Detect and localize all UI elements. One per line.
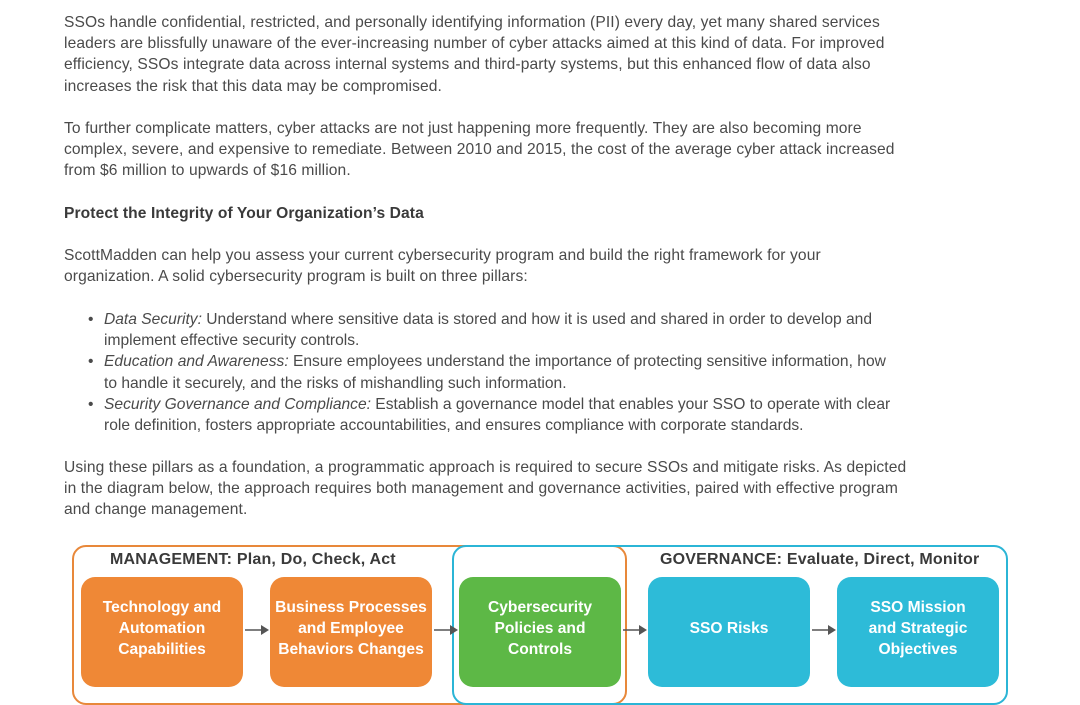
section-heading: Protect the Integrity of Your Organization’s Data xyxy=(64,205,424,222)
bullet-marker: • xyxy=(88,311,94,328)
pillar-term: Security Governance and Compliance: xyxy=(104,395,371,413)
cybersecurity-approach-diagram xyxy=(72,543,1008,683)
box-business-processes: Business Processes and Employee Behaviors Changes xyxy=(270,577,432,687)
paragraph-complications: To further complicate matters, cyber attacks are not just happening more frequently. They are also becoming more complex, severe, and expensive to remediate. Between 2010 and 2015, the cost of the average cyber attack increased from $6 million to upwards of $16 million. xyxy=(64,120,895,180)
arrow-right-icon xyxy=(434,623,458,637)
box-sso-mission: SSO Mission and Strategic Objectives xyxy=(837,577,999,687)
bullet-marker: • xyxy=(88,353,94,371)
arrow-right-icon xyxy=(245,623,269,637)
pillars-list xyxy=(64,309,1024,436)
list-item: • Security Governance and Compliance: Establish a governance model that enables your SSO to operate with clear role definition, fosters appropriate accountabilities, and ensures compliance with corporate standards. xyxy=(88,395,891,435)
arrow-right-icon xyxy=(812,623,836,637)
paragraph-intro: SSOs handle confidential, restricted, and personally identifying information (PII) every day, yet many shared services leaders are blissfully unaware of the ever-increasing number of cyber attacks aimed at this kind of data. For improved efficiency, SSOs integrate data across internal systems and third-party systems, but this enhanced flow of data also increases the risk that this data may be compromised. xyxy=(64,14,885,95)
governance-label: GOVERNANCE: Evaluate, Direct, Monitor xyxy=(660,551,980,568)
list-item: • Education and Awareness: Ensure employees understand the importance of protecting sensitive information, how to handle it securely, and the risks of mishandling such information. xyxy=(88,353,886,392)
arrow-right-icon xyxy=(623,623,647,637)
management-label: MANAGEMENT: Plan, Do, Check, Act xyxy=(110,551,396,568)
paragraph-pillars-intro: ScottMadden can help you assess your current cybersecurity program and build the right framework for your organization. A solid cybersecurity program is built on three pillars: xyxy=(64,247,821,286)
pillar-term: Education and Awareness: xyxy=(104,353,289,371)
list-item: • Data Security: Understand where sensitive data is stored and how it is used and shared in order to develop and implement effective security controls. xyxy=(88,311,873,350)
bullet-marker: • xyxy=(88,395,94,413)
paragraph-approach: Using these pillars as a foundation, a programmatic approach is required to secure SSOs and mitigate risks. As depicted in the diagram below, the approach requires both management and governance activities, paired with effective program and change management. xyxy=(64,459,907,519)
box-technology-automation: Technology and Automation Capabilities xyxy=(81,577,243,687)
box-sso-risks: SSO Risks xyxy=(648,577,810,687)
pillar-term: Data Security: xyxy=(104,311,202,328)
box-cybersecurity-policies: Cybersecurity Policies and Controls xyxy=(459,577,621,687)
